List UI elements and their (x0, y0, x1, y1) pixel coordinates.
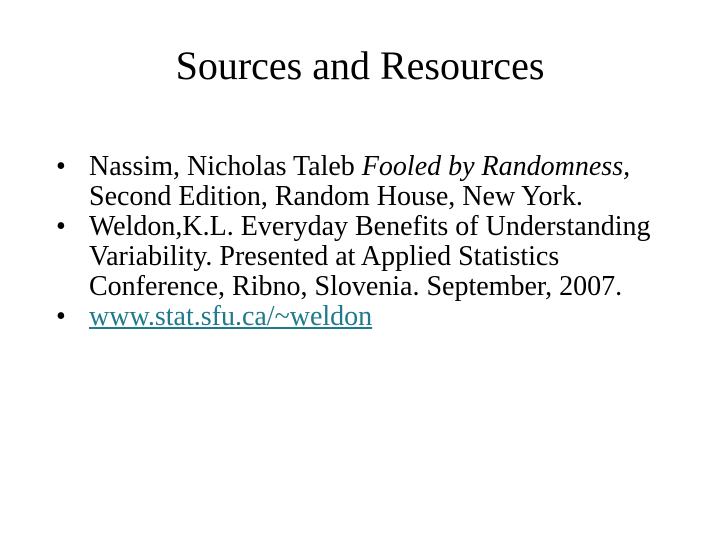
bullet-icon: • (56, 211, 66, 242)
reference-list (56, 152, 656, 332)
reference-item-weldon (56, 212, 656, 302)
reference-item-taleb (56, 152, 656, 212)
bullet-icon: • (56, 151, 66, 182)
bullet-icon: • (56, 301, 66, 332)
website-link[interactable]: www.stat.sfu.ca/~weldon (89, 301, 373, 332)
reference-author: Nassim, Nicholas Taleb (89, 151, 362, 182)
reference-title: Fooled by Randomness, (361, 151, 631, 182)
slide-title: Sources and Resources (175, 43, 545, 88)
reference-text: Weldon,K.L. Everyday Benefits of Understanding Variability. Presented at Applied Statistics Conference, Ribno, Slovenia. September, 2007. (89, 211, 651, 302)
reference-publication: Second Edition, Random House, New York. (89, 181, 583, 212)
reference-item-website (56, 302, 656, 332)
